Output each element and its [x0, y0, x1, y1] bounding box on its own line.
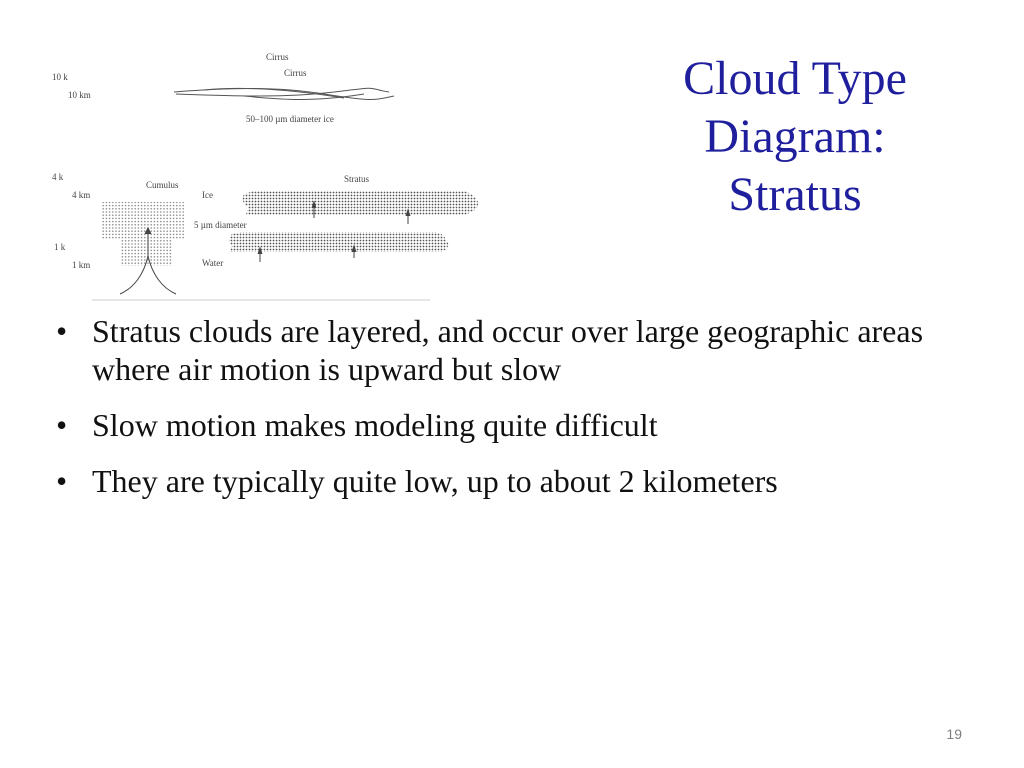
bullet-item: [56, 462, 996, 500]
bullet-text: Stratus clouds are layered, and occur over large geographic areas where air motion is upward but slow: [92, 313, 924, 387]
stratus-water-layer: [229, 232, 448, 252]
slide-title: [600, 50, 990, 224]
label-stratus: Stratus: [344, 174, 370, 184]
bullet-symbol: •: [56, 463, 68, 499]
label-alt-1km: 1 km: [72, 260, 91, 270]
bullet-text: They are typically quite low, up to about 2 kilometers: [92, 463, 778, 499]
bullet-symbol: •: [56, 407, 68, 443]
slide-title-line-1: Cloud Type: [683, 52, 907, 105]
bullet-symbol: •: [56, 313, 68, 349]
label-alt-10k-cut: 10 k: [52, 72, 68, 82]
label-drop-diameter: 5 µm diameter: [194, 220, 247, 230]
slide-title-line-3: Stratus: [728, 168, 862, 221]
bullet-list: [56, 312, 996, 518]
cumulus-cloud-shape: [102, 202, 184, 266]
label-cirrus-a: Cirrus: [266, 52, 289, 62]
label-cumulus: Cumulus: [146, 180, 179, 190]
label-cirrus-b: Cirrus: [284, 68, 307, 78]
label-alt-10km: 10 km: [68, 90, 91, 100]
cirrus-streaks: [174, 88, 394, 99]
bullet-item: [56, 406, 996, 444]
label-ice-diameter: 50–100 µm diameter ice: [246, 114, 334, 124]
bullet-item: [56, 312, 996, 388]
label-alt-1k-cut: 1 k: [54, 242, 66, 252]
cloud-diagram-svg: [44, 44, 494, 306]
label-alt-4k-cut: 4 k: [52, 172, 64, 182]
stratus-ice-layer: [243, 191, 479, 215]
slide-title-line-2: Diagram:: [704, 110, 886, 163]
bullet-text: Slow motion makes modeling quite difficult: [92, 407, 658, 443]
label-water: Water: [202, 258, 224, 268]
label-alt-4km: 4 km: [72, 190, 91, 200]
cloud-type-diagram: [44, 44, 494, 306]
page-number: 19: [946, 726, 962, 742]
label-ice: Ice: [202, 190, 213, 200]
